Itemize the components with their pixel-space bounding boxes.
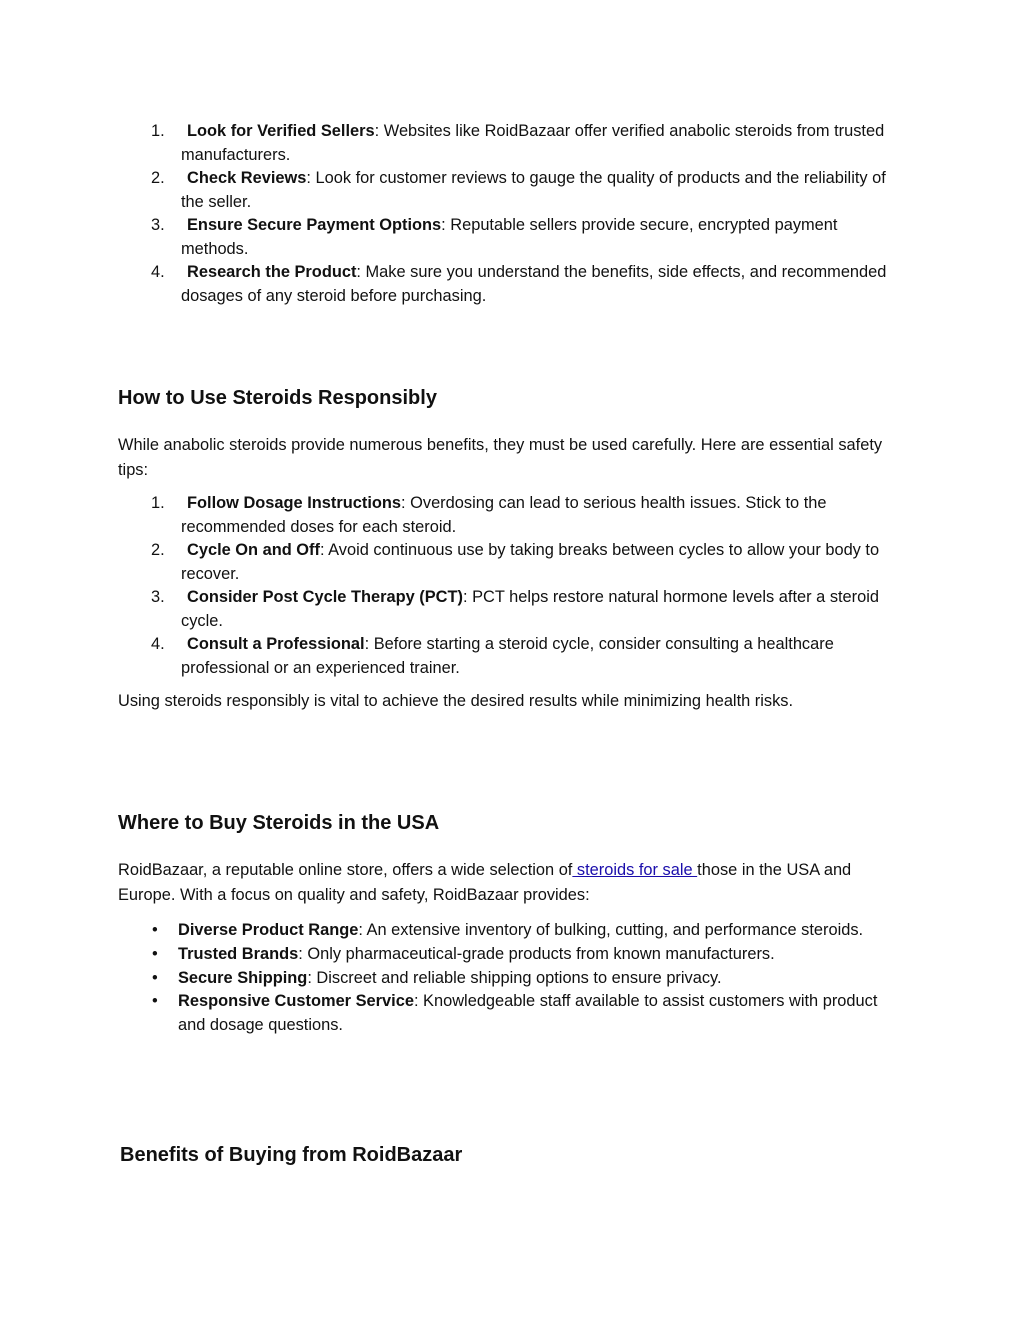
item-text: : Websites like RoidBazaar offer verified anabolic steroids from trusted manufacturers.: [181, 122, 885, 164]
section-outro: Using steroids responsibly is vital to achieve the desired results while minimizing health risks.: [118, 692, 794, 710]
list-item: [118, 918, 908, 943]
item-text: : Overdosing can lead to serious health issues. Stick to the recommended doses for each steroid.: [181, 494, 827, 536]
list-item: [118, 120, 908, 167]
list-number: 3.: [151, 216, 165, 234]
list-item: [118, 539, 908, 586]
item-lead: Trusted Brands: [178, 945, 299, 963]
intro-text-after: those in the USA and Europe. With a focus on quality and safety, RoidBazaar provides:: [118, 861, 852, 904]
list-item: [118, 990, 908, 1037]
item-text: : Knowledgeable staff available to assist customers with product and dosage questions.: [178, 992, 878, 1034]
list-item: [118, 492, 908, 539]
list-number: 3.: [151, 588, 165, 606]
section-heading-responsible-use: How to Use Steroids Responsibly: [118, 387, 437, 409]
list-item: [118, 214, 908, 261]
item-lead: Diverse Product Range: [178, 921, 359, 939]
verification-tips-list: [118, 120, 908, 308]
item-text: : Discreet and reliable shipping options to ensure privacy.: [307, 968, 722, 987]
list-item: [118, 943, 908, 967]
section-intro: [118, 858, 908, 908]
item-text: : Make sure you understand the benefits, side effects, and recommended dosages of any steroid before purchasing.: [181, 263, 887, 305]
intro-text-before: RoidBazaar, a reputable online store, offers a wide selection of: [118, 861, 573, 879]
list-item: [118, 967, 908, 991]
item-text: : An extensive inventory of bulking, cutting, and performance steroids.: [358, 921, 864, 939]
list-item: [118, 586, 908, 633]
steroids-for-sale-link[interactable]: steroids for sale: [572, 861, 698, 879]
item-lead: Secure Shipping: [178, 968, 308, 987]
bullet-icon: •: [152, 992, 158, 1010]
list-number: 2.: [151, 541, 165, 559]
item-lead: Research the Product: [187, 263, 357, 281]
section-heading-where-to-buy: Where to Buy Steroids in the USA: [118, 812, 440, 834]
section-heading-benefits: Benefits of Buying from RoidBazaar: [120, 1144, 463, 1166]
list-number: 2.: [151, 169, 165, 187]
item-lead: Follow Dosage Instructions: [187, 494, 402, 512]
bullet-icon: •: [152, 945, 158, 963]
bullet-icon: •: [152, 921, 158, 939]
list-number: 4.: [151, 263, 165, 281]
item-lead: Consider Post Cycle Therapy (PCT): [187, 588, 463, 606]
list-item: [118, 261, 908, 308]
responsible-use-body: [118, 433, 908, 714]
bullet-icon: •: [152, 968, 158, 987]
item-text: : Look for customer reviews to gauge the quality of products and the reliability of the seller.: [181, 169, 886, 211]
item-lead: Check Reviews: [187, 169, 307, 187]
item-text: : Before starting a steroid cycle, consider consulting a healthcare professional or an experienced trainer.: [181, 635, 834, 677]
list-number: 1.: [151, 494, 165, 512]
item-text: : Reputable sellers provide secure, encrypted payment methods.: [181, 216, 838, 258]
list-item: [118, 167, 908, 214]
item-lead: Consult a Professional: [187, 635, 365, 653]
item-text: : PCT helps restore natural hormone levels after a steroid cycle.: [181, 588, 880, 630]
list-number: 4.: [151, 635, 165, 653]
where-to-buy-body: [118, 858, 908, 1037]
item-lead: Look for Verified Sellers: [187, 122, 375, 140]
section-intro: While anabolic steroids provide numerous benefits, they must be used carefully. Here are essential safety tips:: [118, 436, 883, 479]
item-lead: Ensure Secure Payment Options: [187, 216, 442, 234]
list-item: [118, 633, 908, 680]
item-lead: Cycle On and Off: [187, 541, 320, 559]
item-text: : Avoid continuous use by taking breaks between cycles to allow your body to recover.: [181, 541, 880, 583]
list-number: 1.: [151, 122, 165, 140]
item-text: : Only pharmaceutical-grade products from known manufacturers.: [298, 945, 775, 963]
item-lead: Responsive Customer Service: [178, 992, 414, 1010]
